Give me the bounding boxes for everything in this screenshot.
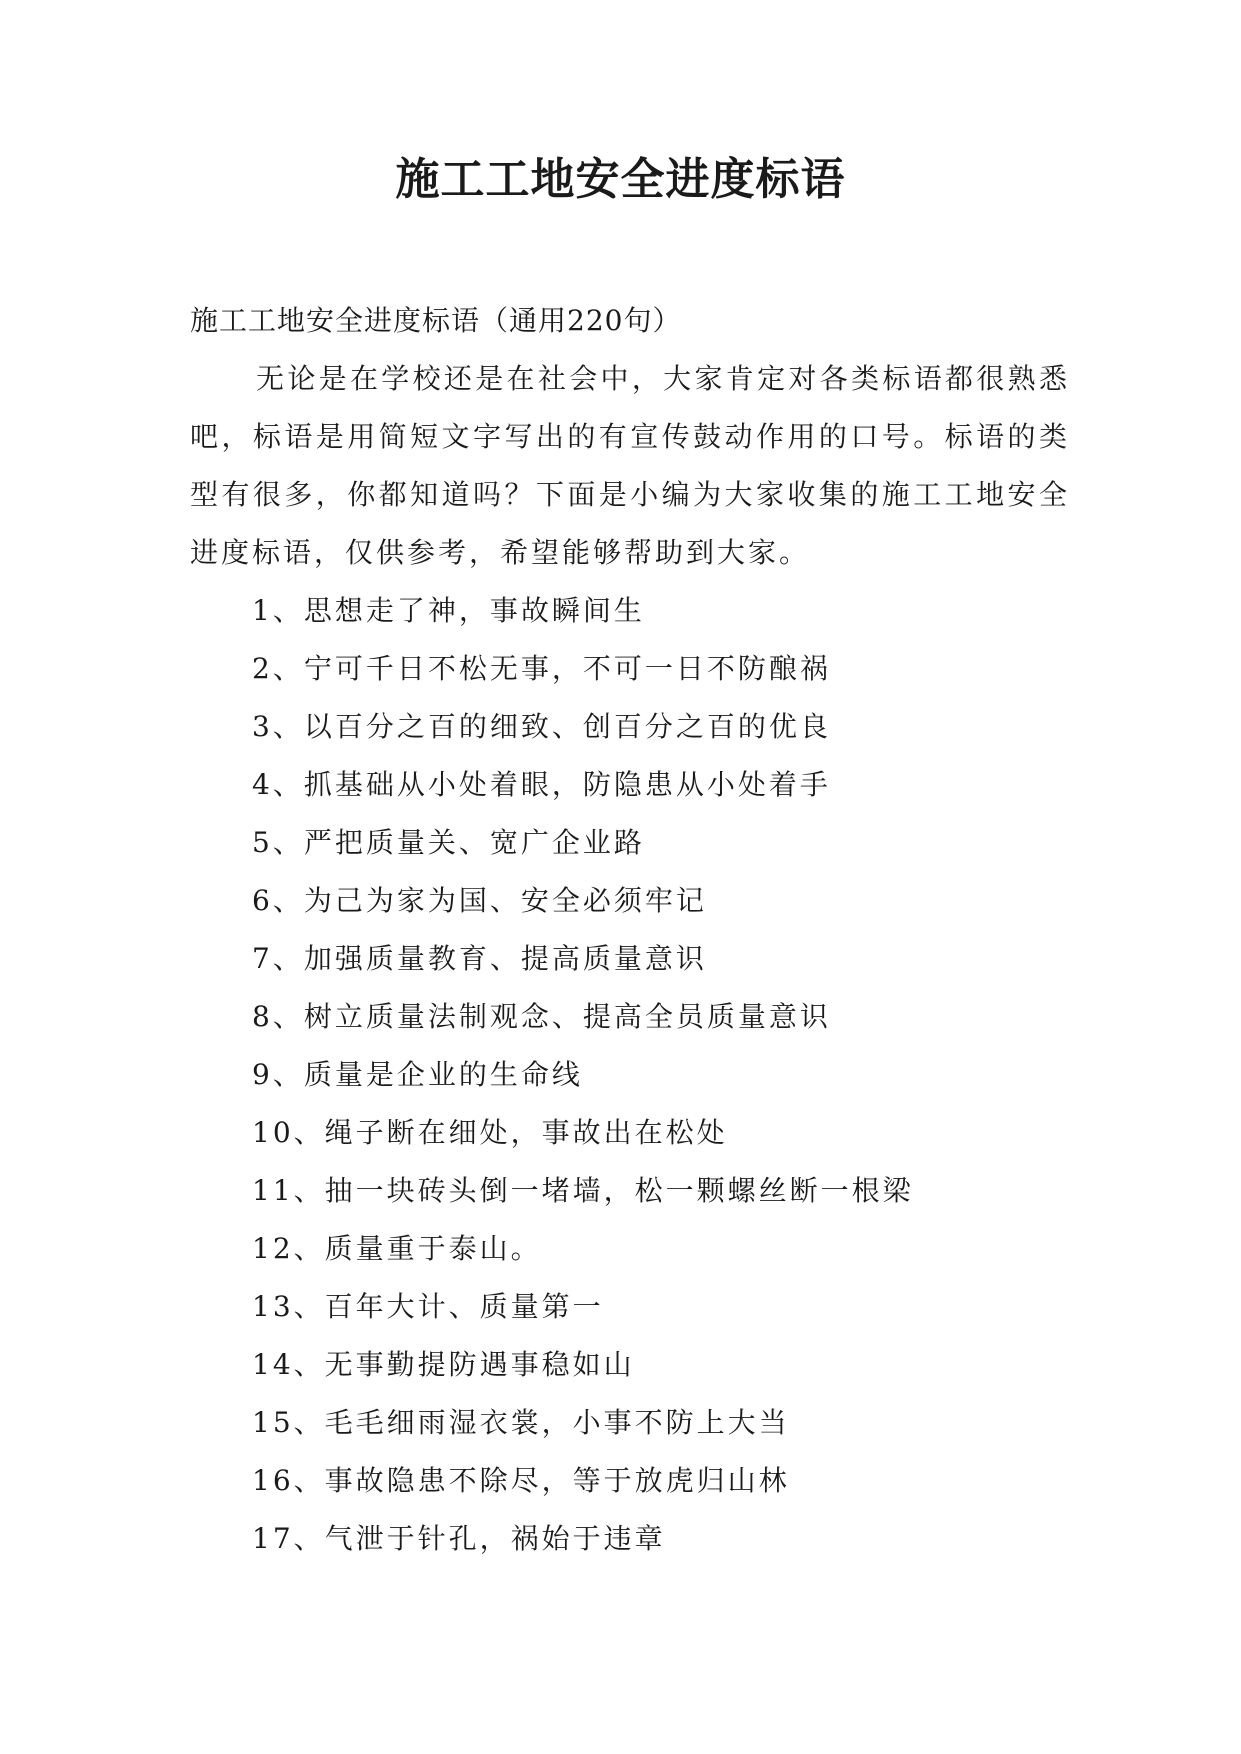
- slogan-item: 1、思想走了神，事故瞬间生: [252, 594, 645, 627]
- intro-paragraph: 无论是在学校还是在社会中，大家肯定对各类标语都很熟悉吧，标语是用简短文字写出的有宣传鼓动作用的口号。标语的类型有很多，你都知道吗？下面是小编为大家收集的施工工地安全进度标语，仅供参考，希望能够帮助到大家。: [190, 362, 1070, 569]
- slogan-item: 2、宁可千日不松无事，不可一日不防酿祸: [252, 652, 831, 685]
- document-title: 施工工地安全进度标语: [395, 154, 846, 205]
- slogan-item: 12、质量重于泰山。: [252, 1232, 542, 1265]
- slogan-item: 15、毛毛细雨湿衣裳，小事不防上大当: [252, 1406, 790, 1439]
- slogan-item: 7、加强质量教育、提高质量意识: [252, 942, 707, 975]
- slogan-item: 8、树立质量法制观念、提高全员质量意识: [252, 1000, 831, 1033]
- slogan-item: 5、严把质量关、宽广企业路: [252, 826, 645, 859]
- slogan-item: 9、质量是企业的生命线: [252, 1058, 583, 1091]
- slogan-item: 10、绳子断在细处，事故出在松处: [252, 1116, 728, 1149]
- slogan-item: 11、抽一块砖头倒一堵墙，松一颗螺丝断一根梁: [252, 1174, 914, 1207]
- slogan-item: 13、百年大计、质量第一: [252, 1290, 604, 1323]
- slogan-item: 6、为己为家为国、安全必须牢记: [252, 884, 707, 917]
- document-subtitle: 施工工地安全进度标语（通用220句）: [190, 304, 682, 337]
- slogan-item: 14、无事勤提防遇事稳如山: [252, 1348, 635, 1381]
- slogan-list: [190, 582, 1070, 1568]
- slogan-item: 16、事故隐患不除尽，等于放虎归山林: [252, 1464, 790, 1497]
- slogan-item: 4、抓基础从小处着眼，防隐患从小处着手: [252, 768, 831, 801]
- slogan-item: 3、以百分之百的细致、创百分之百的优良: [252, 710, 831, 743]
- slogan-item: 17、气泄于针孔，祸始于违章: [252, 1522, 666, 1555]
- document-body: [190, 292, 1070, 1568]
